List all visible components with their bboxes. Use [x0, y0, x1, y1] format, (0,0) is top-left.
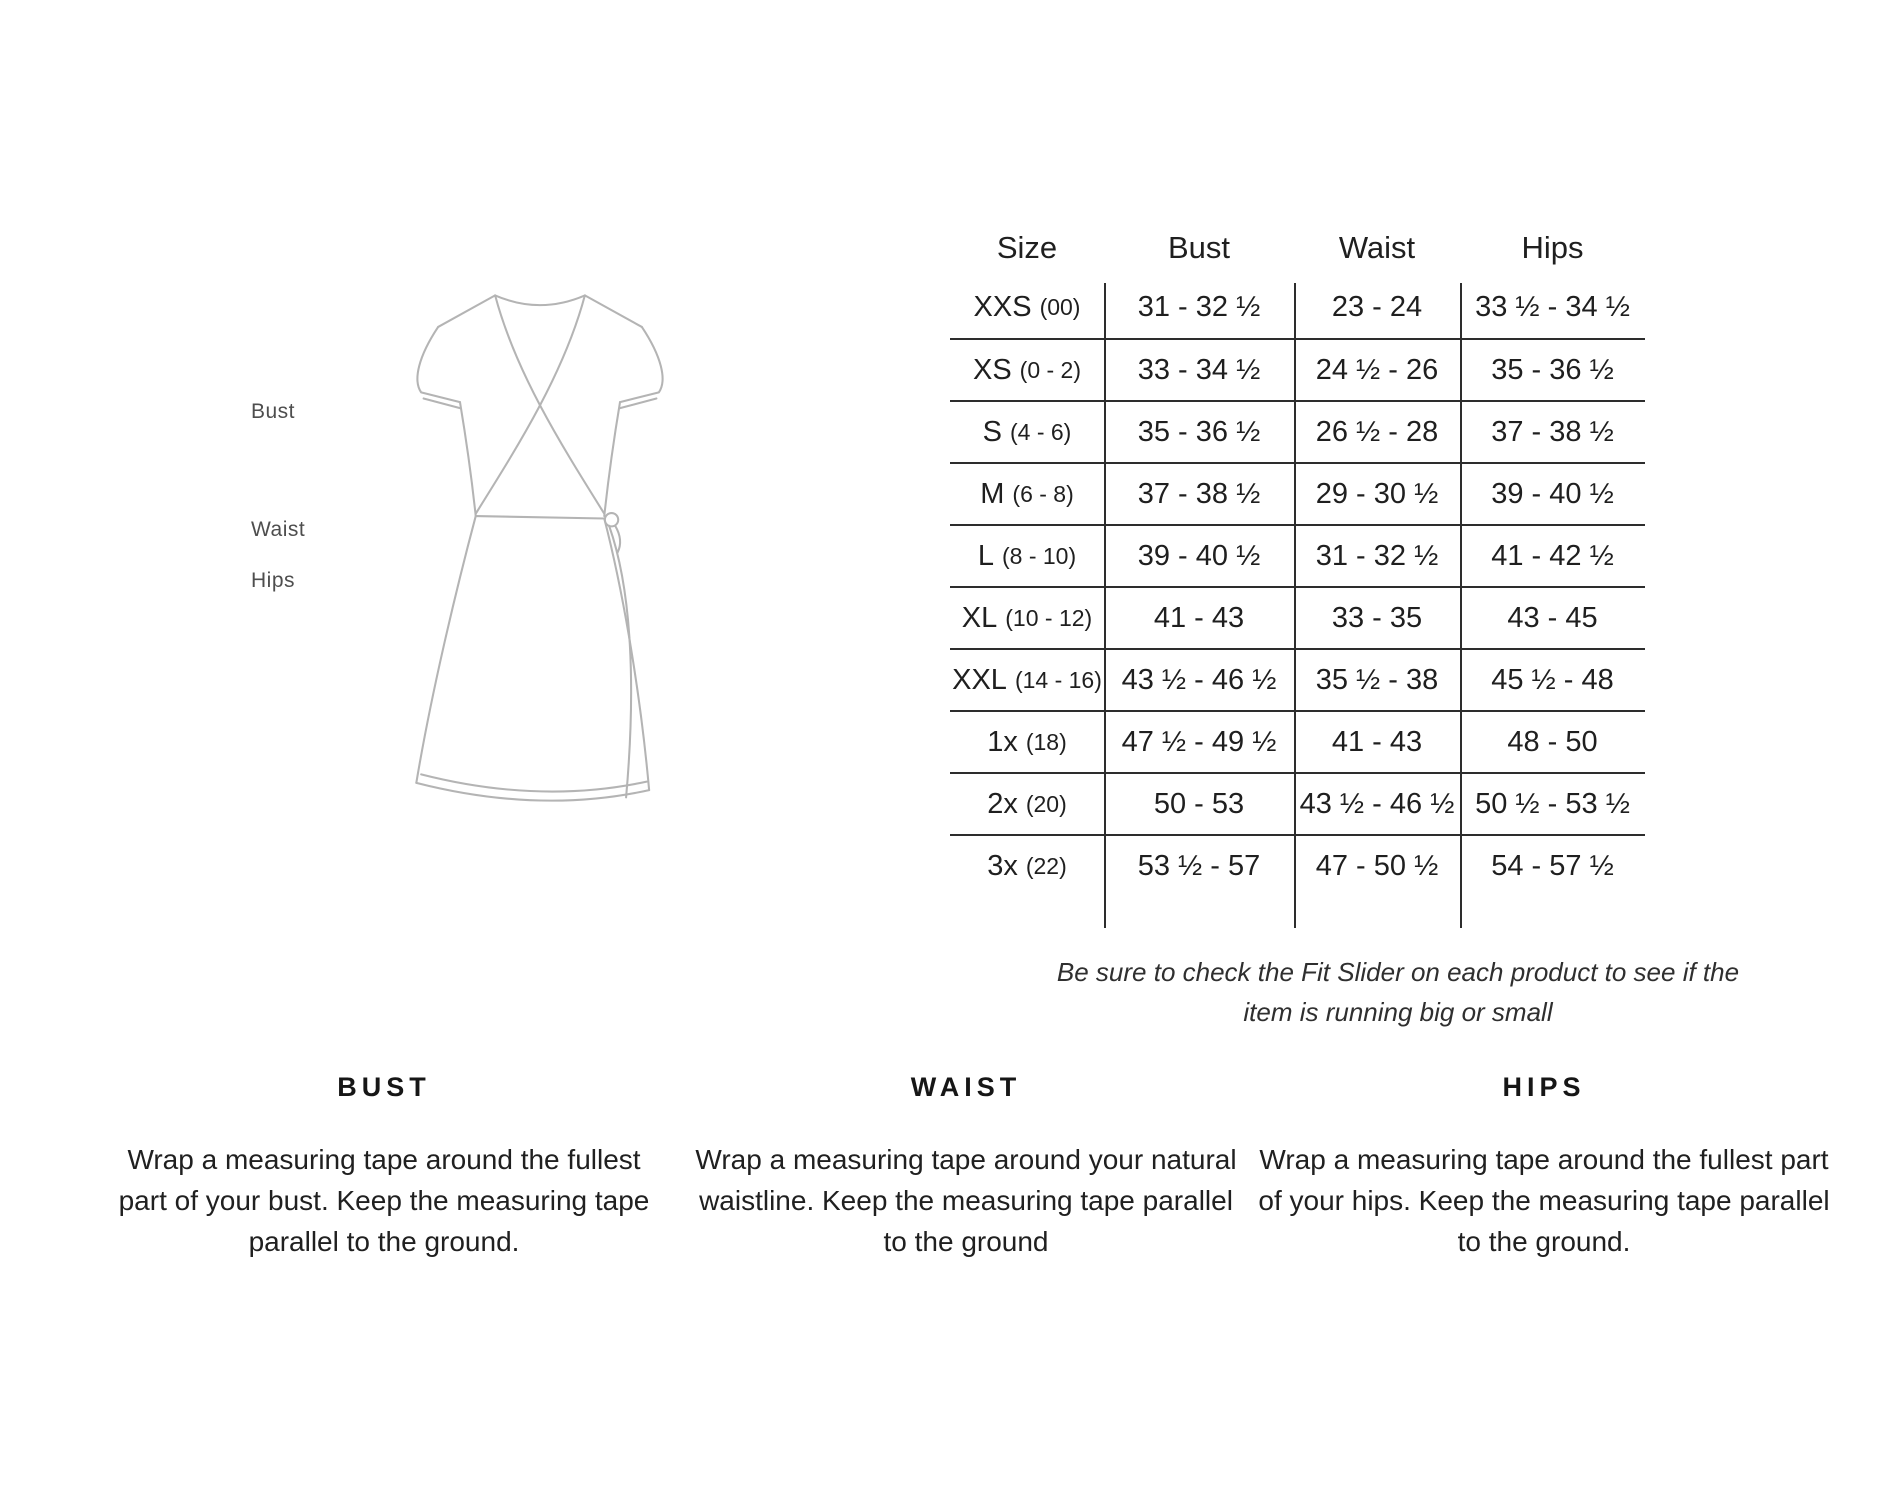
guide-heading-hips: HIPS: [1502, 1072, 1586, 1102]
guide-heading-bust: BUST: [337, 1072, 431, 1102]
table-divider: [1104, 283, 1106, 928]
waist-cell: 24 ½ - 26: [1315, 353, 1439, 386]
table-row: [950, 524, 1645, 586]
size-cell: [950, 650, 1104, 710]
hips-cell: 35 - 36 ½: [1491, 353, 1614, 386]
size-cell: [950, 464, 1104, 524]
size-cell: [950, 526, 1104, 586]
waist-cell: 47 - 50 ½: [1315, 849, 1439, 882]
size-label: XS: [972, 353, 1012, 386]
measure-guide-hips: [1258, 1072, 1830, 1262]
size-range: (8 - 10): [1002, 542, 1077, 569]
dress-wrap-edge-right: [476, 295, 585, 513]
dress-skirt-right: [604, 519, 649, 791]
size-range: (6 - 8): [1012, 480, 1074, 507]
size-range: (22): [1025, 852, 1067, 879]
size-label: XXL: [952, 663, 1007, 696]
dress-waist-seam: [476, 516, 605, 518]
col-header-bust: Bust: [1167, 230, 1231, 265]
wrap-dress-illustration: [355, 276, 725, 858]
waist-cell: 33 - 35: [1331, 601, 1423, 634]
sketch-label-waist: Waist: [251, 518, 306, 541]
bust-cell: 47 ½ - 49 ½: [1121, 725, 1277, 758]
guide-text-hips: Wrap a measuring tape around the fullest part of your hips. Keep the measuring tape parallel to the ground.: [1258, 1144, 1830, 1258]
fit-slider-note: Be sure to check the Fit Slider on each product to see if the item is running big or small: [1056, 957, 1740, 1028]
waist-cell: 23 - 24: [1331, 290, 1423, 323]
size-label: 2x: [987, 787, 1018, 820]
waist-cell: 35 ½ - 38: [1315, 663, 1439, 696]
size-range: (14 - 16): [1014, 666, 1102, 693]
size-cell: [950, 836, 1104, 896]
bust-cell: 35 - 36 ½: [1137, 415, 1261, 448]
dress-left-side: [460, 402, 476, 516]
table-row: [950, 338, 1645, 400]
measure-guide-waist: [688, 1072, 1244, 1262]
guide-heading-waist: WAIST: [910, 1072, 1022, 1102]
size-range: (18): [1025, 728, 1067, 755]
table-row: [950, 648, 1645, 710]
hips-cell: 33 ½ - 34 ½: [1475, 290, 1630, 323]
size-range: (00): [1039, 293, 1081, 320]
size-label: L: [977, 539, 994, 572]
hips-cell: 41 - 42 ½: [1491, 539, 1614, 572]
bust-cell: 53 ½ - 57: [1137, 849, 1261, 882]
hips-cell: 54 - 57 ½: [1491, 849, 1614, 882]
table-body: [950, 276, 1645, 896]
waist-cell: 31 - 32 ½: [1315, 539, 1439, 572]
size-cell: [950, 402, 1104, 462]
hips-cell: 45 ½ - 48: [1491, 663, 1614, 696]
waist-cell: 41 - 43: [1331, 725, 1423, 758]
table-row: [950, 462, 1645, 524]
col-header-waist: Waist: [1338, 230, 1416, 265]
sketch-label-hips: Hips: [251, 569, 296, 592]
size-cell: [950, 340, 1104, 400]
size-cell: [950, 588, 1104, 648]
dress-right-sleeve: [620, 327, 663, 402]
waist-cell: 29 - 30 ½: [1315, 477, 1439, 510]
size-cell: [950, 276, 1104, 338]
sketch-label-bust: Bust: [251, 400, 296, 423]
dress-tie-knot: [605, 513, 618, 526]
bust-cell: 33 - 34 ½: [1137, 353, 1261, 386]
bust-cell: 50 - 53: [1153, 787, 1245, 820]
col-header-size: Size: [996, 230, 1058, 265]
dress-neckline: [495, 295, 585, 305]
size-label: 3x: [987, 849, 1018, 882]
dress-right-shoulder: [585, 295, 642, 327]
dress-skirt-flap-edge: [609, 526, 631, 798]
hips-cell: 39 - 40 ½: [1491, 477, 1614, 510]
dress-skirt-left: [416, 516, 475, 783]
size-label: S: [982, 415, 1002, 448]
table-divider: [1294, 283, 1296, 928]
size-range: (20): [1025, 790, 1067, 817]
size-label: 1x: [987, 725, 1018, 758]
waist-cell: 26 ½ - 28: [1315, 415, 1439, 448]
table-row: [950, 710, 1645, 772]
table-row: [950, 586, 1645, 648]
size-range: (10 - 12): [1005, 604, 1093, 631]
size-cell: [950, 712, 1104, 772]
dress-right-side: [604, 402, 620, 516]
bust-cell: 41 - 43: [1153, 601, 1245, 634]
hips-cell: 50 ½ - 53 ½: [1475, 787, 1630, 820]
bust-cell: 31 - 32 ½: [1137, 290, 1261, 323]
size-label: M: [980, 477, 1005, 510]
size-chart-table: [950, 220, 1645, 896]
size-range: (4 - 6): [1010, 418, 1072, 445]
table-row: [950, 772, 1645, 834]
dress-hem-facing: [421, 774, 647, 791]
size-label: XXS: [973, 290, 1032, 323]
dress-left-shoulder: [438, 295, 495, 327]
size-label: XL: [961, 601, 998, 634]
guide-text-bust: Wrap a measuring tape around the fullest part of your bust. Keep the measuring tape parallel to the ground.: [118, 1144, 650, 1258]
bust-cell: 43 ½ - 46 ½: [1121, 663, 1277, 696]
col-header-hips: Hips: [1521, 230, 1584, 265]
table-divider: [1460, 283, 1462, 928]
waist-cell: 43 ½ - 46 ½: [1299, 787, 1455, 820]
table-header-row: [950, 220, 1645, 276]
table-row: [950, 834, 1645, 896]
size-cell: [950, 774, 1104, 834]
hips-cell: 43 - 45: [1507, 601, 1598, 634]
bust-cell: 37 - 38 ½: [1137, 477, 1261, 510]
table-row: [950, 400, 1645, 462]
table-row: [950, 276, 1645, 338]
hips-cell: 37 - 38 ½: [1491, 415, 1614, 448]
measure-guide-bust: [110, 1072, 658, 1262]
dress-wrap-edge-left: [495, 295, 604, 513]
hips-cell: 48 - 50: [1507, 725, 1598, 758]
size-range: (0 - 2): [1019, 356, 1082, 383]
dress-left-sleeve: [417, 327, 460, 402]
bust-cell: 39 - 40 ½: [1137, 539, 1261, 572]
guide-text-waist: Wrap a measuring tape around your natural waistline. Keep the measuring tape parallel to the ground: [695, 1144, 1237, 1258]
